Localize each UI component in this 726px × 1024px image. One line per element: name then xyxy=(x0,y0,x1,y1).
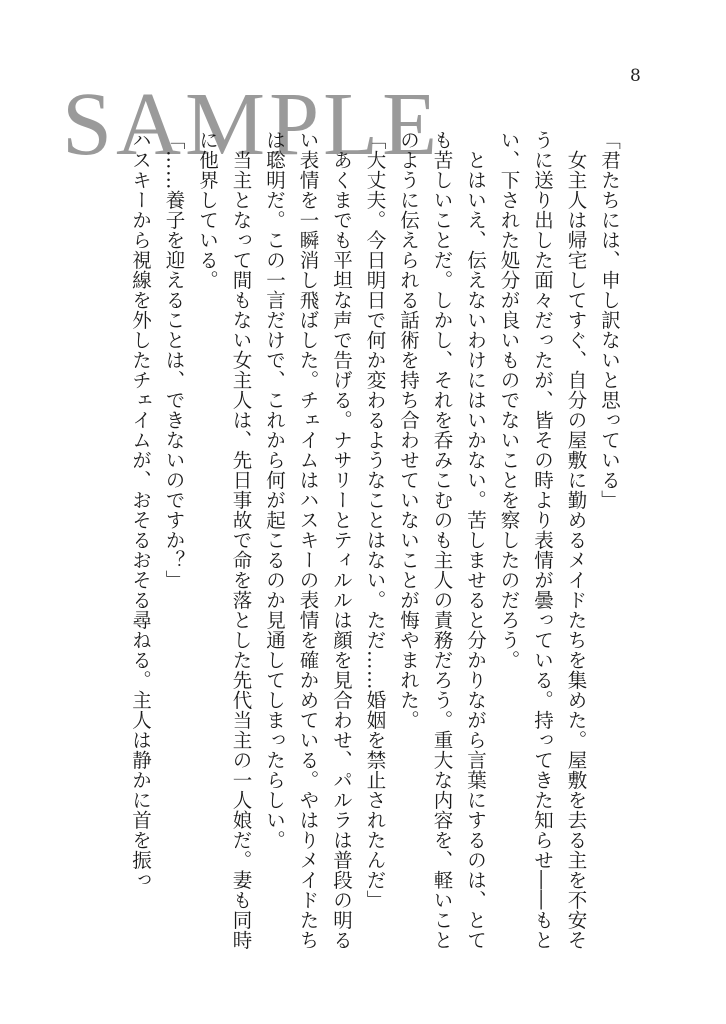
body-text xyxy=(124,130,627,960)
dialogue-paragraph: 「大丈夫。今日明日で何か変わるようなことはない。ただ……婚姻を禁止されたんだ」 xyxy=(363,130,387,910)
dialogue-paragraph: 「……養子を迎えることは、できないのですか？」 xyxy=(162,130,186,590)
sample-watermark: SAMPLE xyxy=(62,75,442,174)
narration-paragraph: あくまでも平坦な声で告げる。ナサリーとティルルは顔を見合わせ、パルラは普段の明るい表情を一瞬消し飛ばした。チェイムはハスキーの表情を確かめている。やはりメイドたちは聡明だ。この一言だけで、これから何が起こるのか見通してしまったらしい。 xyxy=(263,130,353,950)
dialogue-paragraph: 「君たちには、申し訳ないと思っている」 xyxy=(598,130,621,510)
narration-paragraph: 女主人は帰宅してすぐ、自分の屋敷に勤めるメイドたちを集めた。屋敷を去る主を不安そうに送り出した面々だったが、皆その時より表情が曇っている。持ってきた知らせ――もとい、下された処分が良いものでないことを察したのだろう。 xyxy=(497,130,588,950)
narration-paragraph: ハスキーから視線を外したチェイムが、おそるおそる尋ねる。主人は静かに首を振っ xyxy=(129,130,152,890)
narration-paragraph: とはいえ、伝えないわけにはいかない。苦しませると分かりながら言葉にするのは、とても苦しいことだ。しかし、それを呑みこむのも主人の責務だろう。重大な内容を、軽いことのように伝えられる話術を持ち合わせていないことが悔やまれた。 xyxy=(397,130,487,950)
narration-paragraph: 当主となって間もない女主人は、先日事故で命を落とした先代当主の一人娘だ。妻も同時に他界している。 xyxy=(196,130,253,950)
page-number: 8 xyxy=(630,66,641,86)
